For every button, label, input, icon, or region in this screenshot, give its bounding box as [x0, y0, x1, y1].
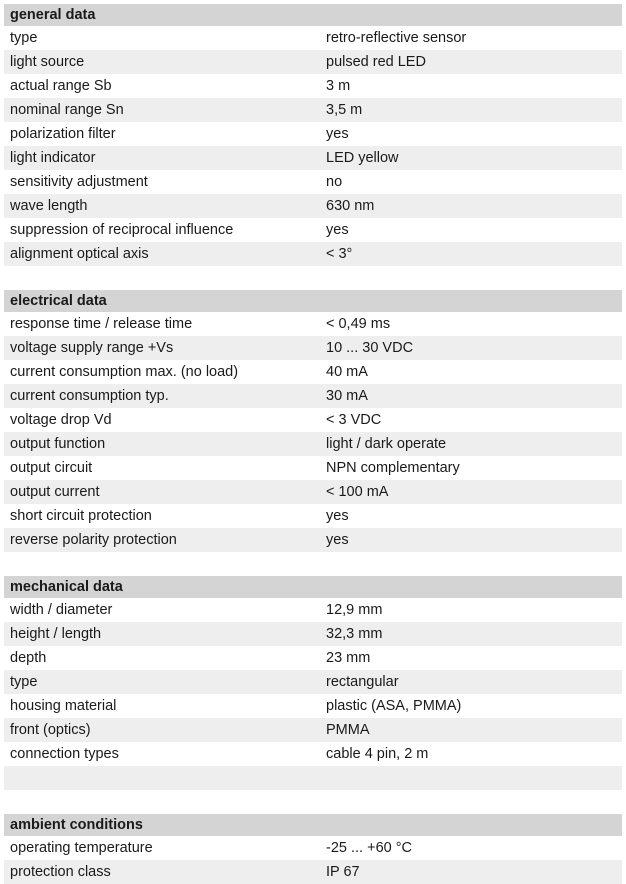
table-row: [4, 456, 622, 480]
row-value: NPN complementary: [326, 460, 460, 476]
table-row: [4, 836, 622, 860]
row-label: output function: [10, 436, 106, 452]
table-row: [4, 694, 622, 718]
row-label: depth: [10, 650, 47, 666]
row-value: < 0,49 ms: [326, 316, 391, 332]
row-label: light source: [10, 54, 85, 70]
row-label: polarization filter: [10, 126, 116, 142]
row-label: protection class: [10, 864, 111, 880]
row-label: wave length: [10, 198, 88, 214]
row-label: reverse polarity protection: [10, 532, 177, 548]
table-row: [4, 170, 622, 194]
table-row: [4, 74, 622, 98]
section-mechanical-data: [4, 576, 622, 814]
row-label: housing material: [10, 698, 117, 714]
row-value: plastic (ASA, PMMA): [326, 698, 462, 714]
row-label: voltage drop Vd: [10, 412, 112, 428]
row-label: front (optics): [10, 722, 91, 738]
row-value: 40 mA: [326, 364, 368, 380]
row-value: light / dark operate: [326, 436, 447, 452]
row-label: width / diameter: [10, 602, 113, 618]
row-value: 3 m: [326, 78, 351, 94]
table-row: [4, 860, 622, 884]
table-row: [4, 146, 622, 170]
row-label: type: [10, 30, 38, 46]
row-label: type: [10, 674, 38, 690]
row-value: 630 nm: [326, 198, 375, 214]
row-value: 32,3 mm: [326, 626, 383, 642]
row-label: alignment optical axis: [10, 246, 149, 262]
row-label: voltage supply range +Vs: [10, 340, 174, 356]
row-value: cable 4 pin, 2 m: [326, 746, 429, 762]
table-row: [4, 218, 622, 242]
table-row: [4, 622, 622, 646]
row-value: pulsed red LED: [326, 54, 426, 70]
row-value: no: [326, 174, 343, 190]
row-value: 12,9 mm: [326, 602, 383, 618]
row-label: output circuit: [10, 460, 93, 476]
table-row: [4, 408, 622, 432]
table-row: [4, 528, 622, 552]
row-label: current consumption max. (no load): [10, 364, 239, 380]
row-label: current consumption typ.: [10, 388, 169, 404]
row-value: 23 mm: [326, 650, 371, 666]
table-row: [4, 598, 622, 622]
table-row: [4, 336, 622, 360]
table-row: [4, 360, 622, 384]
row-value: < 3 VDC: [326, 412, 382, 428]
row-label: connection types: [10, 746, 119, 762]
row-label: actual range Sb: [10, 78, 112, 94]
row-value: -25 ... +60 °C: [326, 840, 412, 856]
row-value: < 3°: [326, 246, 353, 262]
section-spacer: [4, 790, 622, 814]
row-label: light indicator: [10, 150, 96, 166]
table-row: [4, 98, 622, 122]
table-row: [4, 670, 622, 694]
section-title: ambient conditions: [4, 814, 622, 836]
row-value: yes: [326, 126, 349, 142]
row-value: < 100 mA: [326, 484, 389, 500]
row-label: suppression of reciprocal influence: [10, 222, 234, 238]
row-value: 30 mA: [326, 388, 368, 404]
row-value: LED yellow: [326, 150, 399, 166]
table-row: [4, 480, 622, 504]
empty-row: [4, 766, 622, 790]
table-row: [4, 194, 622, 218]
row-value: yes: [326, 222, 349, 238]
row-label: sensitivity adjustment: [10, 174, 148, 190]
table-row: [4, 312, 622, 336]
row-label: height / length: [10, 626, 102, 642]
table-row: [4, 646, 622, 670]
row-value: rectangular: [326, 674, 399, 690]
section-electrical-data: [4, 290, 622, 576]
table-row: [4, 384, 622, 408]
table-row: [4, 432, 622, 456]
row-value: retro-reflective sensor: [326, 30, 467, 46]
table-row: [4, 504, 622, 528]
row-value: IP 67: [326, 864, 360, 880]
row-value: 3,5 m: [326, 102, 363, 118]
section-title: general data: [4, 4, 622, 26]
row-label: short circuit protection: [10, 508, 152, 524]
row-label: response time / release time: [10, 316, 193, 332]
table-row: [4, 122, 622, 146]
section-title: mechanical data: [4, 576, 622, 598]
section-spacer: [4, 552, 622, 576]
row-label: output current: [10, 484, 100, 500]
section-ambient-conditions: [4, 814, 622, 884]
table-row: [4, 742, 622, 766]
section-spacer: [4, 266, 622, 290]
table-row: [4, 26, 622, 50]
table-row: [4, 718, 622, 742]
row-value: PMMA: [326, 722, 370, 738]
row-value: 10 ... 30 VDC: [326, 340, 414, 356]
table-row: [4, 50, 622, 74]
section-general-data: [4, 4, 622, 290]
row-value: yes: [326, 532, 349, 548]
row-label: operating temperature: [10, 840, 153, 856]
row-label: nominal range Sn: [10, 102, 124, 118]
row-value: yes: [326, 508, 349, 524]
section-title: electrical data: [4, 290, 622, 312]
table-row: [4, 242, 622, 266]
